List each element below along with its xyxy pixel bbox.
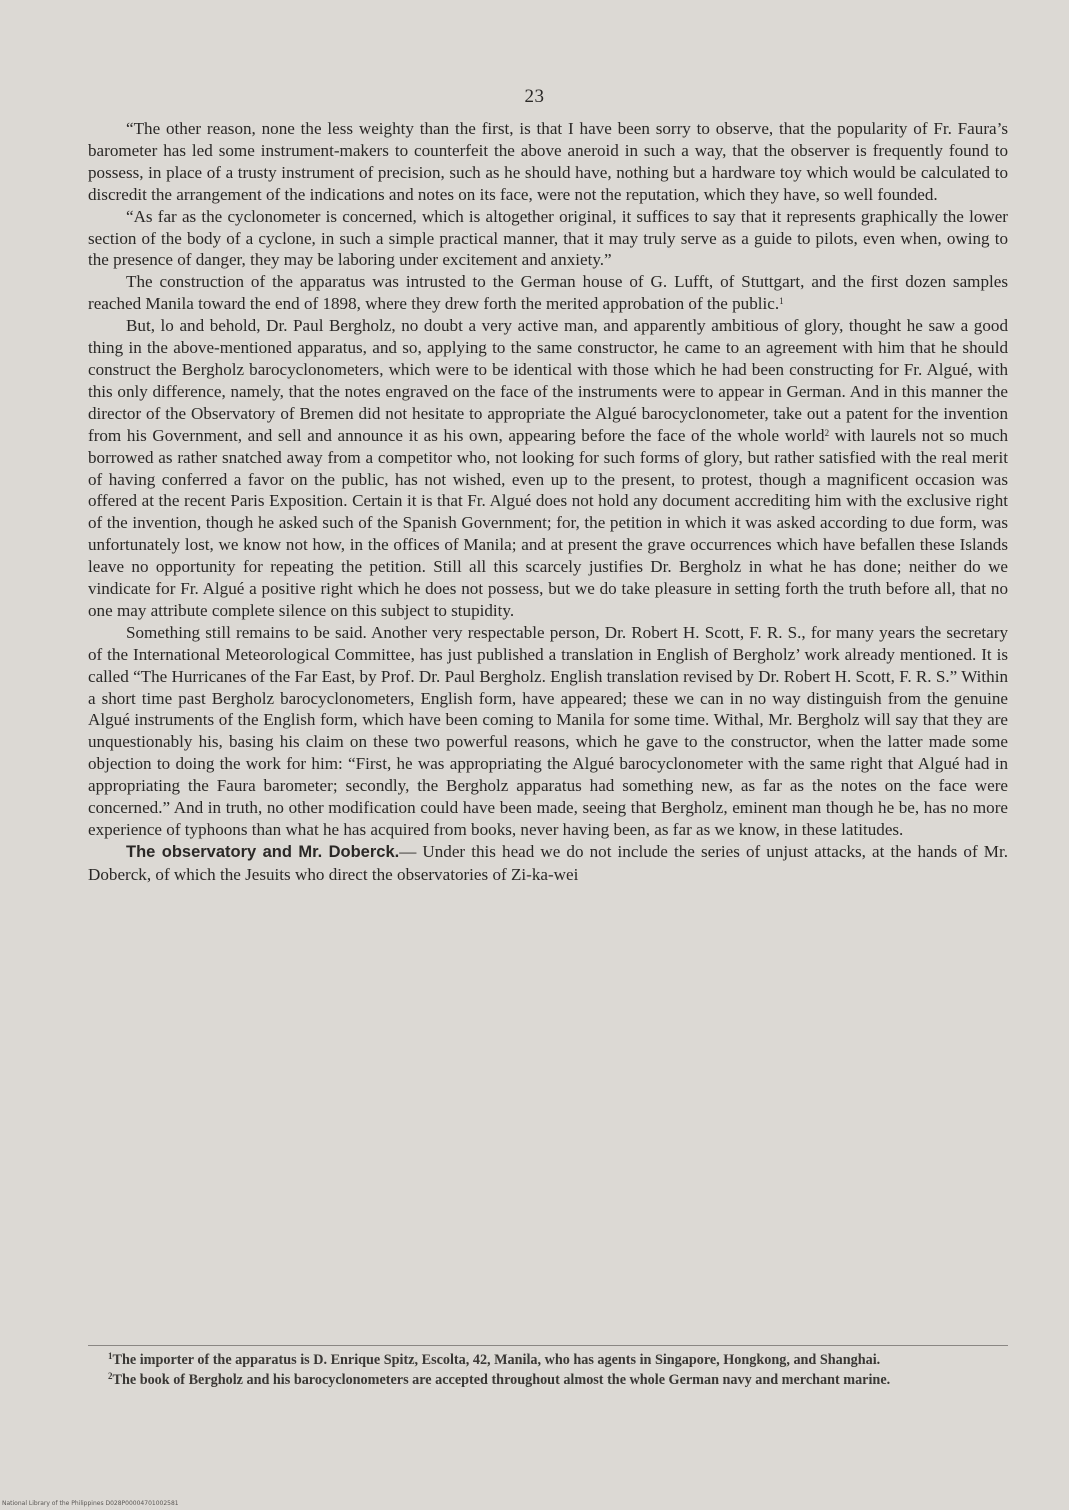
paragraph-text: But, lo and behold, Dr. Paul Bergholz, no doubt a very active man, and apparently ambitious of glory, thought he saw a good thing in the above-mentioned apparatus, and so, applying to the same constructor, he came to an agreement with him that he should construct the Bergholz barocyclonometers, which were to be identical with those which he had been constructing for Fr. Algué, with this only difference, namely, that the notes engraved on the face of the instruments were to appear in German. And in this manner the director of the Observatory of Bremen did not hesitate to appropriate the Algué barocyclonometer, take out a patent for the invention from his Government, and sell and announce it as his own, appearing before the face of the whole world <box>88 316 1008 445</box>
body-text <box>88 118 1008 886</box>
paragraph-text: — Under this head we do not include the series of unjust attacks, at the hands of Mr. Doberck, of which the Jesuits who direct the observatories of Zi-ka-wei <box>88 841 1008 884</box>
footnote-2 <box>88 1370 1008 1390</box>
paragraph-text-continued: with laurels not so much borrowed as rather snatched away from a competitor who, not looking for such forms of glory, but rather satisfied with the real merit of having conferred a favor on the public, has not wished, even up to the present, to protest, though a magnificent occasion was offered at the recent Paris Exposition. Certain it is that Fr. Algué does not hold any document accrediting him with the exclusive right of the invention, though he asked such of the Spanish Government; for, the petition in which it was asked according to due form, was unfortunately lost, we know not how, in the offices of Manila; and at present the grave occurrences which have befallen these Islands leave no opportunity for repeating the petition. Still all this scarcely justifies Dr. Bergholz in what he has done; neither do we vindicate for Fr. Algué a positive right which he does not possess, but we do take pleasure in setting forth the truth before all, that no one may attribute complete silence on this subject to stupidity. <box>88 425 1008 620</box>
paragraph-faura-barometer <box>88 118 1008 206</box>
paragraph-scott <box>88 622 1008 841</box>
footnotes <box>88 1350 1008 1391</box>
page-number: 23 <box>524 86 545 107</box>
footnote-text: The book of Bergholz and his barocyclonometers are accepted throughout almost the whole German navy and merchant marine. <box>112 1372 891 1389</box>
scan-stamp: National Library of the Philippines D028P00004701002581 <box>2 1500 179 1507</box>
footnote-mark: 2 <box>108 1371 113 1382</box>
footnote-1 <box>88 1350 1008 1370</box>
paragraph-cyclonometer <box>88 206 1008 272</box>
paragraph-bergholz <box>88 315 1008 622</box>
section-run-in-heading: The observatory and Mr. Doberck. <box>126 842 400 861</box>
paragraph-construction <box>88 271 1008 315</box>
footnote-divider <box>88 1345 1008 1346</box>
footnote-text: The importer of the apparatus is D. Enrique Spitz, Escolta, 42, Manila, who has agents in Singapore, Hongkong, and Shanghai. <box>112 1352 881 1368</box>
footnote-reference-2: 2 <box>824 427 830 438</box>
paragraph-doberck <box>88 841 1008 886</box>
paragraph-text: Something still remains to be said. Another very respectable person, Dr. Robert H. Scott, F. R. S., for many years the secretary of the International Meteorological Committee, has just published a translation in English of Bergholz’ work already mentioned. It is called “The Hurricanes of the Far East, by Prof. Dr. Paul Bergholz. English translation revised by Dr. Robert H. Scott, F. R. S.” Within a short time past Bergholz barocyclonometers, English form, have appeared; these we can in no way distinguish from the genuine Algué instruments of the English form, which have been coming to Manila for some time. Withal, Mr. Bergholz will say that they are unquestionably his, basing his claim on these two powerful reasons, which he gave to the constructor, when the latter made some objection to doing the work for him: “First, he was appropriating the Algué barocyclonometer with the same right that Algué had in appropriating the Faura barometer; secondly, the Bergholz apparatus had something new, as far as the notes on the face were concerned.” And in truth, no other modification could have been made, seeing that Bergholz, eminent man though he be, has no more experience of typhoons than what he has acquired from books, never having been, as far as we know, in these latitudes. <box>88 622 1008 839</box>
paragraph-text: “The other reason, none the less weighty than the first, is that I have been sorry to observe, that the popularity of Fr. Faura’s barometer has led some instrument-makers to counterfeit the above aneroid in such a way, that the observer is frequently found to possess, in place of a trusty instrument of precision, such as he should have, nothing but a hardware toy which would be calculated to discredit the arrangement of the indications and notes on its face, were not the reputation, which they have, so well founded. <box>88 119 1008 204</box>
paragraph-text: “As far as the cyclonometer is concerned, which is altogether original, it suffices to say that it represents graphically the lower section of the body of a cyclone, in such a simple practical manner, that it may truly serve as a guide to pilots, even when, owing to the presence of danger, they may be laboring under excitement and anxiety.” <box>88 206 1008 270</box>
footnote-reference-1: 1 <box>779 296 784 307</box>
footnote-mark: 1 <box>108 1351 113 1361</box>
paragraph-text: The construction of the apparatus was intrusted to the German house of G. Lufft, of Stuttgart, and the first dozen samples reached Manila toward the end of 1898, where they drew forth the merited approbation of the public. <box>88 272 1008 314</box>
